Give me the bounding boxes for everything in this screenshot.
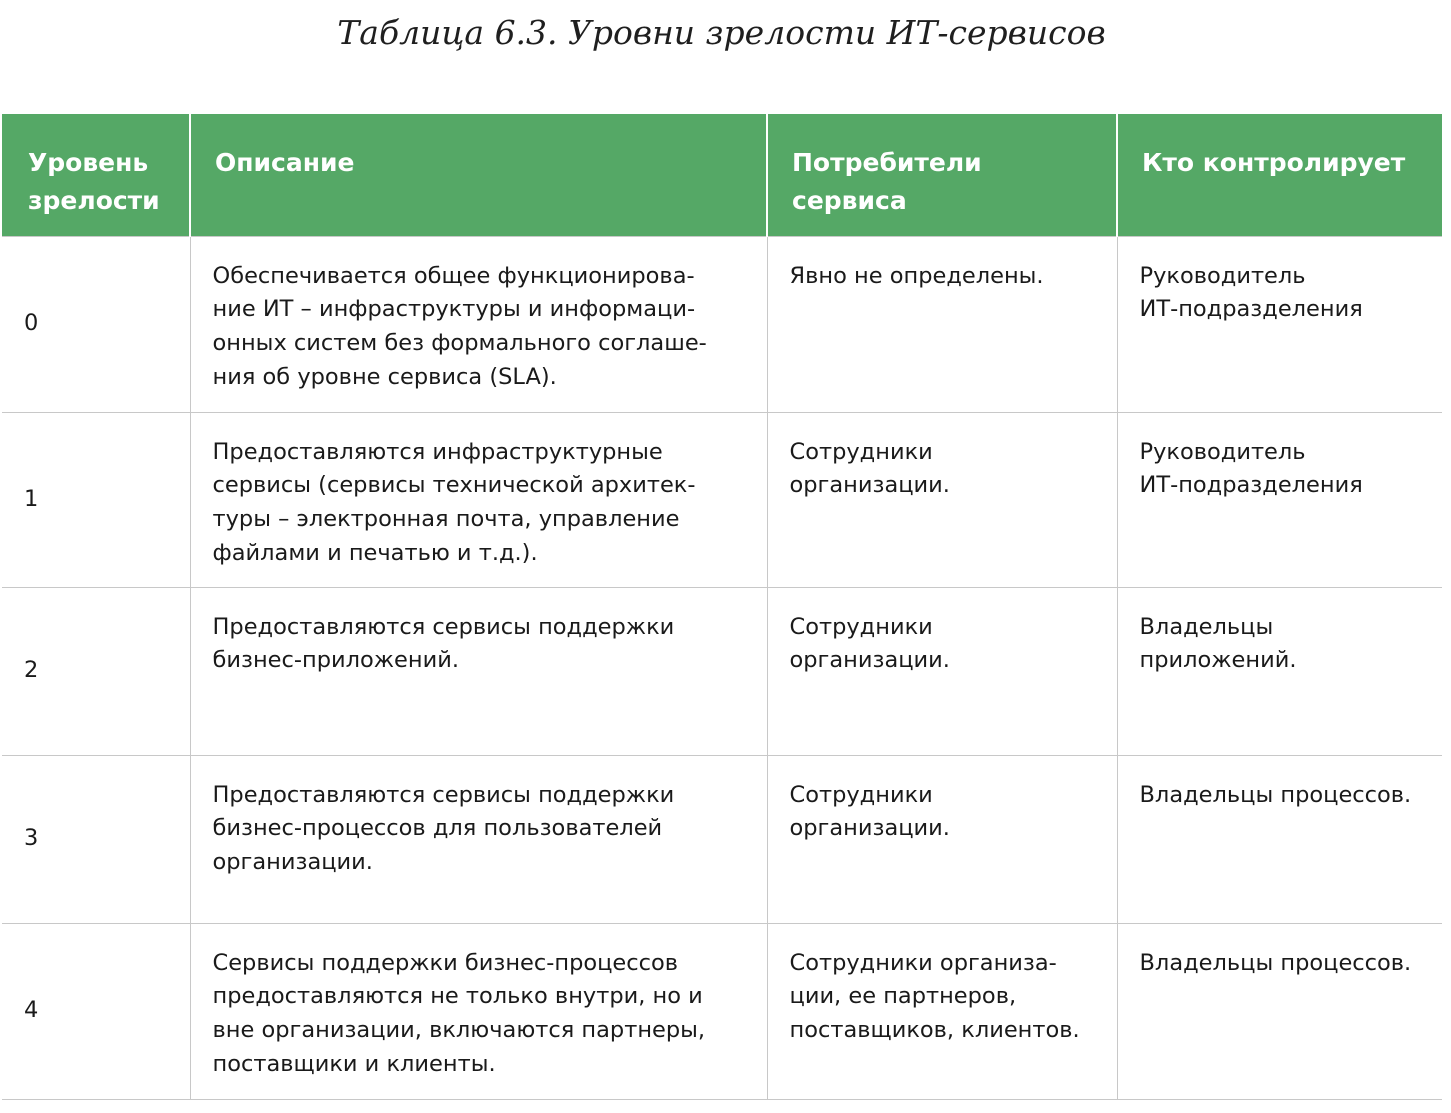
cell-level: 0 [2,236,190,412]
text-line: бизнес-приложений. [212,647,459,674]
header-line: Уровень [28,148,149,177]
text-line: поставщики и клиенты. [212,1050,496,1077]
cell-description [190,923,767,1099]
text-line: организации. [789,647,950,674]
text-line: Явно не определены. [789,262,1044,289]
text-line: предоставляются не только внутри, но и [212,983,703,1010]
table-row [2,923,1442,1099]
text-line: Предоставляются сервисы поддержки [212,613,675,640]
text-line: ИТ-подразделения [1139,472,1363,499]
table-caption: Таблица 6.3. Уровни зрелости ИТ-сервисов [337,13,1106,52]
text-line: Сотрудники [789,438,933,465]
header-consumers [767,114,1117,236]
text-line: Сервисы поддержки бизнес-процессов [212,949,679,976]
text-line: организации. [212,849,373,876]
cell-level: 1 [2,412,190,587]
cell-controller [1117,923,1442,1099]
cell-consumers [767,236,1117,412]
text-line: Владельцы процессов. [1139,949,1412,976]
text-line: бизнес-процессов для пользователей [212,815,663,842]
cell-controller [1117,587,1442,755]
table-row [2,236,1442,412]
text-line: Сотрудники [789,613,933,640]
text-line: Руководитель [1139,262,1306,289]
text-line: Обеспечивается общее функционирова- [212,262,695,289]
text-line: сервисы (сервисы технической архитек- [212,472,696,499]
cell-level: 4 [2,923,190,1099]
cell-controller [1117,412,1442,587]
header-line: Потребители [792,148,982,177]
table-row [2,412,1442,587]
text-line: файлами и печатью и т.д.). [212,539,538,566]
cell-level: 2 [2,587,190,755]
header-maturity-level [2,114,190,236]
cell-consumers [767,587,1117,755]
header-line: зрелости [28,186,160,215]
text-line: ние ИТ – инфраструктуры и информаци- [212,296,696,323]
header-line: сервиса [792,186,907,215]
text-line: онных систем без формального соглаше- [212,330,707,357]
text-line: организации. [789,815,950,842]
cell-consumers [767,412,1117,587]
text-line: Предоставляются сервисы поддержки [212,781,675,808]
text-line: ции, ее партнеров, [789,983,1017,1010]
cell-level: 3 [2,755,190,923]
header-line: Описание [215,148,355,177]
text-line: приложений. [1139,647,1297,674]
text-line: Руководитель [1139,438,1306,465]
cell-description [190,412,767,587]
text-line: Владельцы процессов. [1139,781,1412,808]
header-description [190,114,767,236]
text-line: туры – электронная почта, управление [212,506,680,533]
text-line: Сотрудники организа- [789,949,1057,976]
cell-description [190,587,767,755]
table-row [2,587,1442,755]
cell-controller [1117,755,1442,923]
cell-description [190,755,767,923]
text-line: Сотрудники [789,781,933,808]
text-line: поставщиков, клиентов. [789,1017,1080,1044]
table-header-row [2,114,1442,236]
header-controller [1117,114,1442,236]
header-line: Кто контролирует [1142,148,1406,177]
table-row [2,755,1442,923]
maturity-levels-table [2,114,1442,1100]
cell-consumers [767,923,1117,1099]
text-line: ИТ-подразделения [1139,296,1363,323]
text-line: ния об уровне сервиса (SLA). [212,363,557,390]
text-line: Предоставляются инфраструктурные [212,438,663,465]
text-line: Владельцы [1139,613,1274,640]
text-line: вне организации, включаются партнеры, [212,1017,706,1044]
cell-controller [1117,236,1442,412]
text-line: организации. [789,472,950,499]
cell-consumers [767,755,1117,923]
cell-description [190,236,767,412]
